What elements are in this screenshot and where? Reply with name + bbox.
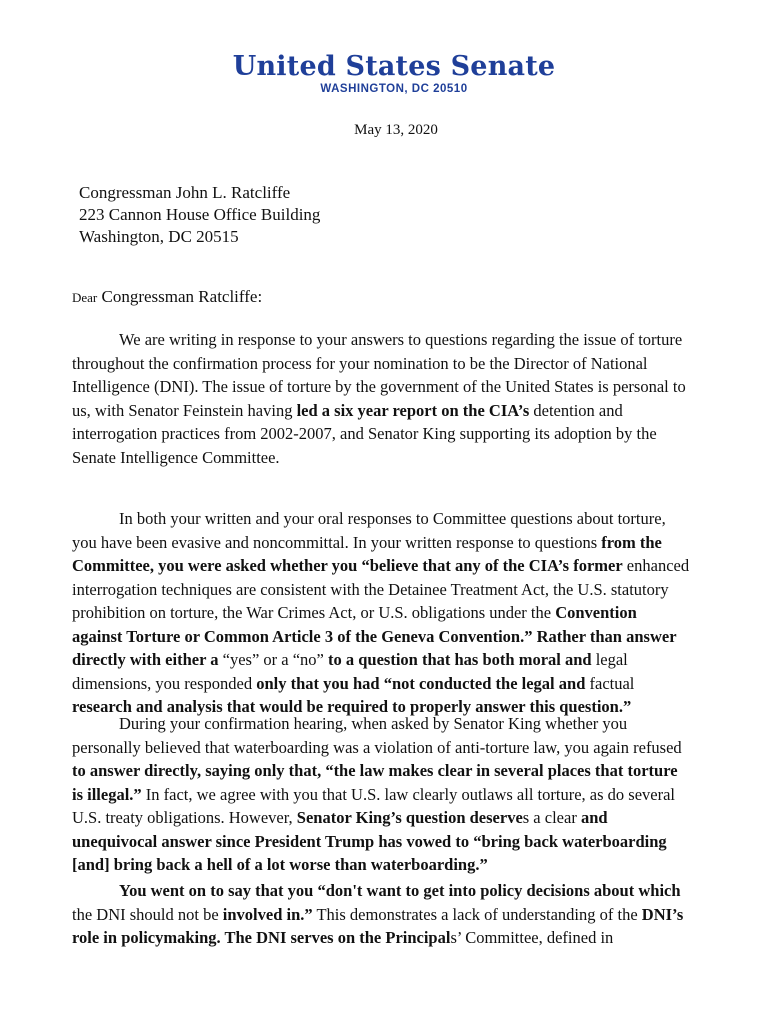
salutation [72,287,262,307]
paragraph-1 [72,328,690,469]
p2-bold-1: from the Committee, you were asked whether you “believe that any of the CIA’s former [72,532,662,575]
p4-bold-1: You went on to say that you “don't want to get into policy decisions about which [119,881,681,900]
paragraph-2 [72,507,690,719]
p3-bold-3: and unequivocal answer since President Trump has vowed to “bring back waterboarding [and] bring back a hell of a lot worse than waterboarding.” [72,808,667,874]
p3-bold-1: to answer directly, saying only that, “the law makes clear in several places that torture is illegal.” [72,761,678,804]
letter-date: May 13, 2020 [354,122,438,138]
p4-text-2: This demonstrates a lack of understanding of the [312,904,642,924]
salutation-name: Congressman Ratcliffe: [101,287,263,306]
letterhead [0,52,768,96]
p3-bold-2: Senator King’s question deserve [296,808,523,827]
p2-text-5: factual [585,673,635,693]
p2-bold-3: to a question that has both moral and [327,650,592,669]
p2-bold-2: Convention against Torture or Common Article 3 of the Geneva Convention.” Rather than answer directly with either a [72,603,677,669]
salutation-dear: Dear [72,290,98,305]
p4-bold-3: DNI’s role in policymaking. The DNI serves on the Principal [72,904,684,947]
p2-text-4: legal dimensions, you responded [72,650,628,693]
p1-bold-1: led a six year report on the CIA’s [296,400,530,420]
letterhead-subtitle: WASHINGTON, DC 20510 [320,83,468,95]
p1-text-2: detention and interrogation practices from 2002-2007, and Senator King supporting its adoption by the Senate Intelligence Committee. [72,400,657,467]
p3-text-2: In fact, we agree with you that U.S. law clearly outlaws all torture, as do several U.S. treaty obligations. However, [72,784,675,827]
letterhead-title: United States Senate [232,51,556,82]
p4-text-3: s’ Committee, defined in [450,928,614,947]
recipient-address [79,182,320,248]
p2-bold-4: only that you had “not conducted the legal and [256,673,586,693]
recipient-name: Congressman John L. Ratcliffe [79,183,291,202]
p3-text-3: s a clear [522,808,581,827]
paragraph-3 [72,712,690,877]
paragraph-4 [72,879,690,950]
recipient-street: 223 Cannon House Office Building [79,205,321,224]
p2-text-2: enhanced interrogation techniques are consistent with the Detainee Treatment Act, the U.S. statutory prohibition on torture, the War Crimes Act, or U.S. obligations under the [72,556,690,622]
p2-text-1: In both your written and your oral responses to Committee questions about torture, you have been evasive and noncommittal. In your written response to questions [72,509,666,552]
p3-text-1: During your confirmation hearing, when asked by Senator King whether you personally believed that waterboarding was a violation of anti-torture law, you again refused [72,714,682,757]
p2-bold-5: research and analysis that would be required to properly answer this question.” [72,697,632,716]
recipient-city: Washington, DC 20515 [79,227,239,246]
p2-text-3: “yes” or a “no” [218,650,328,669]
p1-text-1: We are writing in response to your answers to questions regarding the issue of torture throughout the confirmation process for your nomination to be the Director of National Intelligence (DNI). The issue of torture by the government of the United States is personal to us, with Senator Feinstein having [72,330,686,420]
p4-bold-2: involved in.” [222,904,313,924]
p4-text-1: the DNI should not be [72,904,223,924]
